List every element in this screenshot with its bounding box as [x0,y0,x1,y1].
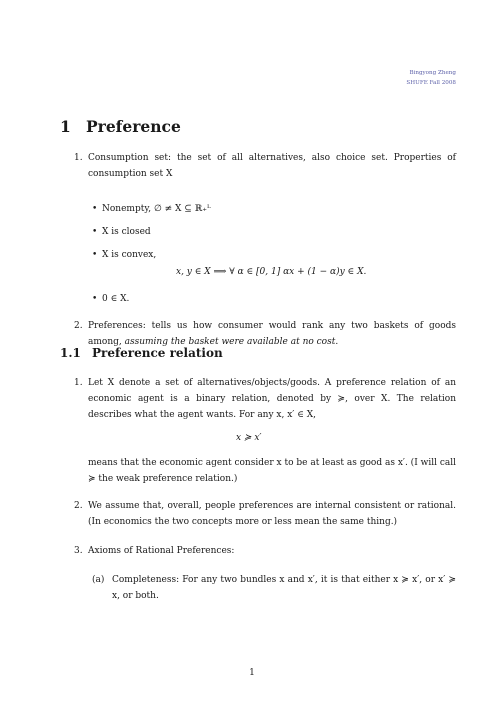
item-number: 3. [74,546,83,556]
bullet-item: • 0 ∈ X. [92,294,130,304]
page-number: 1 [249,668,255,678]
subsection-title: Preference relation [92,346,223,360]
bullet-item: • Nonempty, ∅ ≠ X ⊆ ℝ₊ᴸ [92,204,211,214]
subsection-number: 1.1 [60,346,81,360]
bullet-item: • X is convex, [92,250,157,260]
item-number: 2. [74,501,83,511]
list-item [74,150,456,182]
item-text: Consumption set: the set of all alternatives, also choice set. Properties of consumption set X [88,153,456,179]
bullet-item: • X is closed [92,227,151,237]
list-item [74,375,456,423]
item-text: means that the economic agent consider x to be at least as good as x′. (I will call ≽ the weak preference relation.) [88,458,456,484]
section-number: 1 [60,117,71,136]
item-text: Axioms of Rational Preferences: [88,546,235,556]
convexity-equation: x, y ∈ X ⟹ ∀ α ∈ [0, 1] αx + (1 − α)y ∈ X. [176,267,367,277]
list-item-continuation [74,455,456,487]
item-text: We assume that, overall, people preferences are internal consistent or rational. (In economics the two concepts more or less mean the same thing.) [88,501,456,527]
section-title: Preference [86,117,181,136]
sub-item-label: (a) [92,575,105,585]
subsection-heading [60,346,223,360]
sub-item-a [92,572,456,604]
list-item [74,498,456,530]
page-header [406,68,456,88]
section-heading [60,117,181,136]
sub-item-text: Completeness: For any two bundles x and x′, it is that either x ≽ x′, or x′ ≽ x, or both. [112,575,456,601]
list-item [74,543,456,559]
preference-equation: x ≽ x′ [236,433,262,443]
item-number: 1. [74,153,83,163]
item-number: 2. [74,321,83,331]
item-number: 1. [74,378,83,388]
header-course: SHUFE Fall 2008 [406,80,456,86]
item-text: Preferences: tells us how consumer would rank any two baskets of goods among, assuming the basket were available at no cost. [88,321,456,347]
item-text: Let X denote a set of alternatives/objects/goods. A preference relation of an economic agent is a binary relation, denoted by ≽, over X. The relation describes what the agent wants. For any x, x′ ∈ X, [88,378,456,420]
header-author: Bingyong Zheng [409,70,456,76]
